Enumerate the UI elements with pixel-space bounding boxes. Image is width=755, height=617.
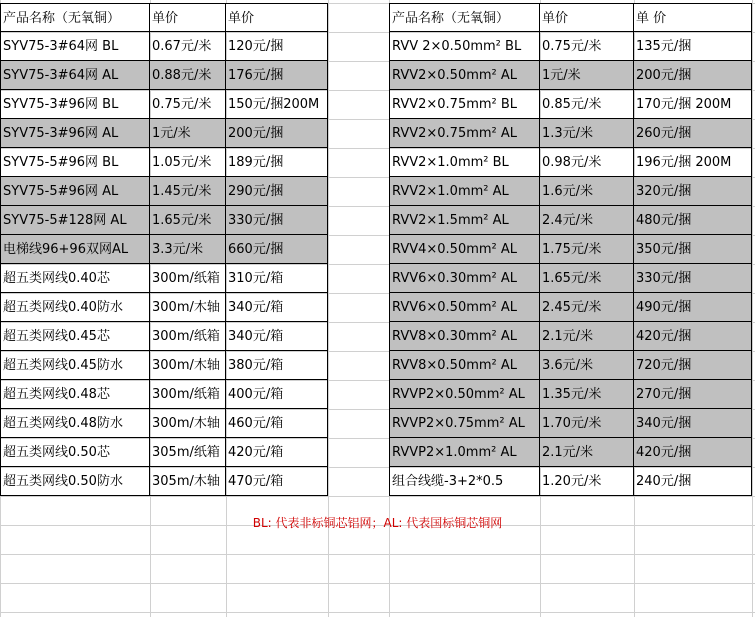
- product-name-cell[interactable]: RVVP2×1.0mm² AL: [389, 438, 540, 467]
- product-name-cell[interactable]: SYV75-5#128网 AL: [0, 206, 150, 235]
- grid-hline: [0, 583, 755, 584]
- product-name-cell[interactable]: RVV8×0.50mm² AL: [389, 351, 540, 380]
- price-cell[interactable]: 300m/纸箱: [150, 380, 226, 409]
- price-cell[interactable]: 0.88元/米: [150, 61, 226, 90]
- price-cell[interactable]: 1.6元/米: [540, 177, 634, 206]
- header-cell[interactable]: 产品名称（无氧铜）: [0, 3, 150, 32]
- product-name-cell[interactable]: 超五类网线0.40芯: [0, 264, 150, 293]
- price-cell[interactable]: 135元/捆: [634, 32, 752, 61]
- price-cell[interactable]: 196元/捆 200M: [634, 148, 752, 177]
- price-cell[interactable]: 0.85元/米: [540, 90, 634, 119]
- legend-note: BL: 代表非标铜芯铝网；AL: 代表国标铜芯铜网: [252, 516, 503, 530]
- price-cell[interactable]: 1元/米: [150, 119, 226, 148]
- price-cell[interactable]: 1.05元/米: [150, 148, 226, 177]
- price-cell[interactable]: 200元/捆: [634, 61, 752, 90]
- price-cell[interactable]: 200元/捆: [226, 119, 328, 148]
- price-cell[interactable]: 305m/纸箱: [150, 438, 226, 467]
- product-name-cell[interactable]: 超五类网线0.48芯: [0, 380, 150, 409]
- price-cell[interactable]: 0.67元/米: [150, 32, 226, 61]
- price-cell[interactable]: 150元/捆200M: [226, 90, 328, 119]
- product-name-cell[interactable]: SYV75-3#96网 BL: [0, 90, 150, 119]
- price-cell[interactable]: 1.35元/米: [540, 380, 634, 409]
- price-cell[interactable]: 720元/捆: [634, 351, 752, 380]
- price-cell[interactable]: 340元/箱: [226, 293, 328, 322]
- price-cell[interactable]: 0.75元/米: [150, 90, 226, 119]
- price-cell[interactable]: 1.75元/米: [540, 235, 634, 264]
- grid-hline: [0, 554, 755, 555]
- price-cell[interactable]: 290元/捆: [226, 177, 328, 206]
- product-name-cell[interactable]: RVV8×0.30mm² AL: [389, 322, 540, 351]
- price-cell[interactable]: 120元/捆: [226, 32, 328, 61]
- product-name-cell[interactable]: 超五类网线0.50防水: [0, 467, 150, 496]
- product-name-cell[interactable]: 超五类网线0.50芯: [0, 438, 150, 467]
- price-cell[interactable]: 305m/木轴: [150, 467, 226, 496]
- price-cell[interactable]: 170元/捆 200M: [634, 90, 752, 119]
- header-cell[interactable]: 单 价: [634, 3, 752, 32]
- product-name-cell[interactable]: RVV2×1.0mm² AL: [389, 177, 540, 206]
- price-cell[interactable]: 1.65元/米: [540, 264, 634, 293]
- price-cell[interactable]: 380元/箱: [226, 351, 328, 380]
- product-name-cell[interactable]: RVVP2×0.50mm² AL: [389, 380, 540, 409]
- price-cell[interactable]: 189元/捆: [226, 148, 328, 177]
- product-name-cell[interactable]: 电梯线96+96双网AL: [0, 235, 150, 264]
- product-name-cell[interactable]: SYV75-3#64网 AL: [0, 61, 150, 90]
- price-cell[interactable]: 260元/捆: [634, 119, 752, 148]
- product-name-cell[interactable]: RVV4×0.50mm² AL: [389, 235, 540, 264]
- price-cell[interactable]: 1.65元/米: [150, 206, 226, 235]
- price-cell[interactable]: 2.1元/米: [540, 438, 634, 467]
- price-cell[interactable]: 490元/捆: [634, 293, 752, 322]
- product-name-cell[interactable]: 超五类网线0.40防水: [0, 293, 150, 322]
- product-name-cell[interactable]: 超五类网线0.45芯: [0, 322, 150, 351]
- header-cell[interactable]: 单价: [540, 3, 634, 32]
- price-cell[interactable]: 1.45元/米: [150, 177, 226, 206]
- price-cell[interactable]: 1.70元/米: [540, 409, 634, 438]
- price-cell[interactable]: 310元/箱: [226, 264, 328, 293]
- price-cell[interactable]: 350元/捆: [634, 235, 752, 264]
- product-name-cell[interactable]: RVV2×0.75mm² AL: [389, 119, 540, 148]
- price-cell[interactable]: 300m/纸箱: [150, 264, 226, 293]
- price-cell[interactable]: 660元/捆: [226, 235, 328, 264]
- product-name-cell[interactable]: 超五类网线0.45防水: [0, 351, 150, 380]
- price-cell[interactable]: 2.45元/米: [540, 293, 634, 322]
- product-name-cell[interactable]: 组合线缆-3+2*0.5: [389, 467, 540, 496]
- price-cell[interactable]: 340元/箱: [226, 322, 328, 351]
- price-cell[interactable]: 400元/箱: [226, 380, 328, 409]
- price-cell[interactable]: 480元/捆: [634, 206, 752, 235]
- price-cell[interactable]: 2.4元/米: [540, 206, 634, 235]
- price-cell[interactable]: 3.3元/米: [150, 235, 226, 264]
- price-cell[interactable]: 240元/捆: [634, 467, 752, 496]
- product-name-cell[interactable]: RVV2×1.0mm² BL: [389, 148, 540, 177]
- price-cell[interactable]: 330元/捆: [634, 264, 752, 293]
- price-cell[interactable]: 460元/箱: [226, 409, 328, 438]
- price-cell[interactable]: 300m/木轴: [150, 351, 226, 380]
- price-cell[interactable]: 340元/捆: [634, 409, 752, 438]
- price-cell[interactable]: 270元/捆: [634, 380, 752, 409]
- price-cell[interactable]: 300m/纸箱: [150, 322, 226, 351]
- price-cell[interactable]: 470元/箱: [226, 467, 328, 496]
- product-name-cell[interactable]: SYV75-5#96网 AL: [0, 177, 150, 206]
- price-cell[interactable]: 1元/米: [540, 61, 634, 90]
- price-cell[interactable]: 420元/箱: [226, 438, 328, 467]
- product-name-cell[interactable]: RVVP2×0.75mm² AL: [389, 409, 540, 438]
- price-cell[interactable]: 300m/木轴: [150, 293, 226, 322]
- price-cell[interactable]: 2.1元/米: [540, 322, 634, 351]
- price-cell[interactable]: 176元/捆: [226, 61, 328, 90]
- price-cell[interactable]: 1.3元/米: [540, 119, 634, 148]
- price-cell[interactable]: 3.6元/米: [540, 351, 634, 380]
- product-name-cell[interactable]: SYV75-3#96网 AL: [0, 119, 150, 148]
- price-cell[interactable]: 0.75元/米: [540, 32, 634, 61]
- product-name-cell[interactable]: RVV2×0.75mm² BL: [389, 90, 540, 119]
- product-name-cell[interactable]: 超五类网线0.48防水: [0, 409, 150, 438]
- product-name-cell[interactable]: RVV6×0.30mm² AL: [389, 264, 540, 293]
- product-name-cell[interactable]: RVV 2×0.50mm² BL: [389, 32, 540, 61]
- product-name-cell[interactable]: RVV2×0.50mm² AL: [389, 61, 540, 90]
- product-name-cell[interactable]: SYV75-3#64网 BL: [0, 32, 150, 61]
- product-name-cell[interactable]: RVV2×1.5mm² AL: [389, 206, 540, 235]
- header-cell[interactable]: 产品名称（无氧铜）: [389, 3, 540, 32]
- price-cell[interactable]: 1.20元/米: [540, 467, 634, 496]
- price-cell[interactable]: 330元/捆: [226, 206, 328, 235]
- price-cell[interactable]: 420元/捆: [634, 322, 752, 351]
- grid-hline: [0, 612, 755, 613]
- price-cell[interactable]: 320元/捆: [634, 177, 752, 206]
- header-cell[interactable]: 单价: [226, 3, 328, 32]
- header-cell[interactable]: 单价: [150, 3, 226, 32]
- price-cell[interactable]: 420元/捆: [634, 438, 752, 467]
- price-cell[interactable]: 0.98元/米: [540, 148, 634, 177]
- price-cell[interactable]: 300m/木轴: [150, 409, 226, 438]
- product-name-cell[interactable]: SYV75-5#96网 BL: [0, 148, 150, 177]
- product-name-cell[interactable]: RVV6×0.50mm² AL: [389, 293, 540, 322]
- grid-hline: [0, 496, 755, 497]
